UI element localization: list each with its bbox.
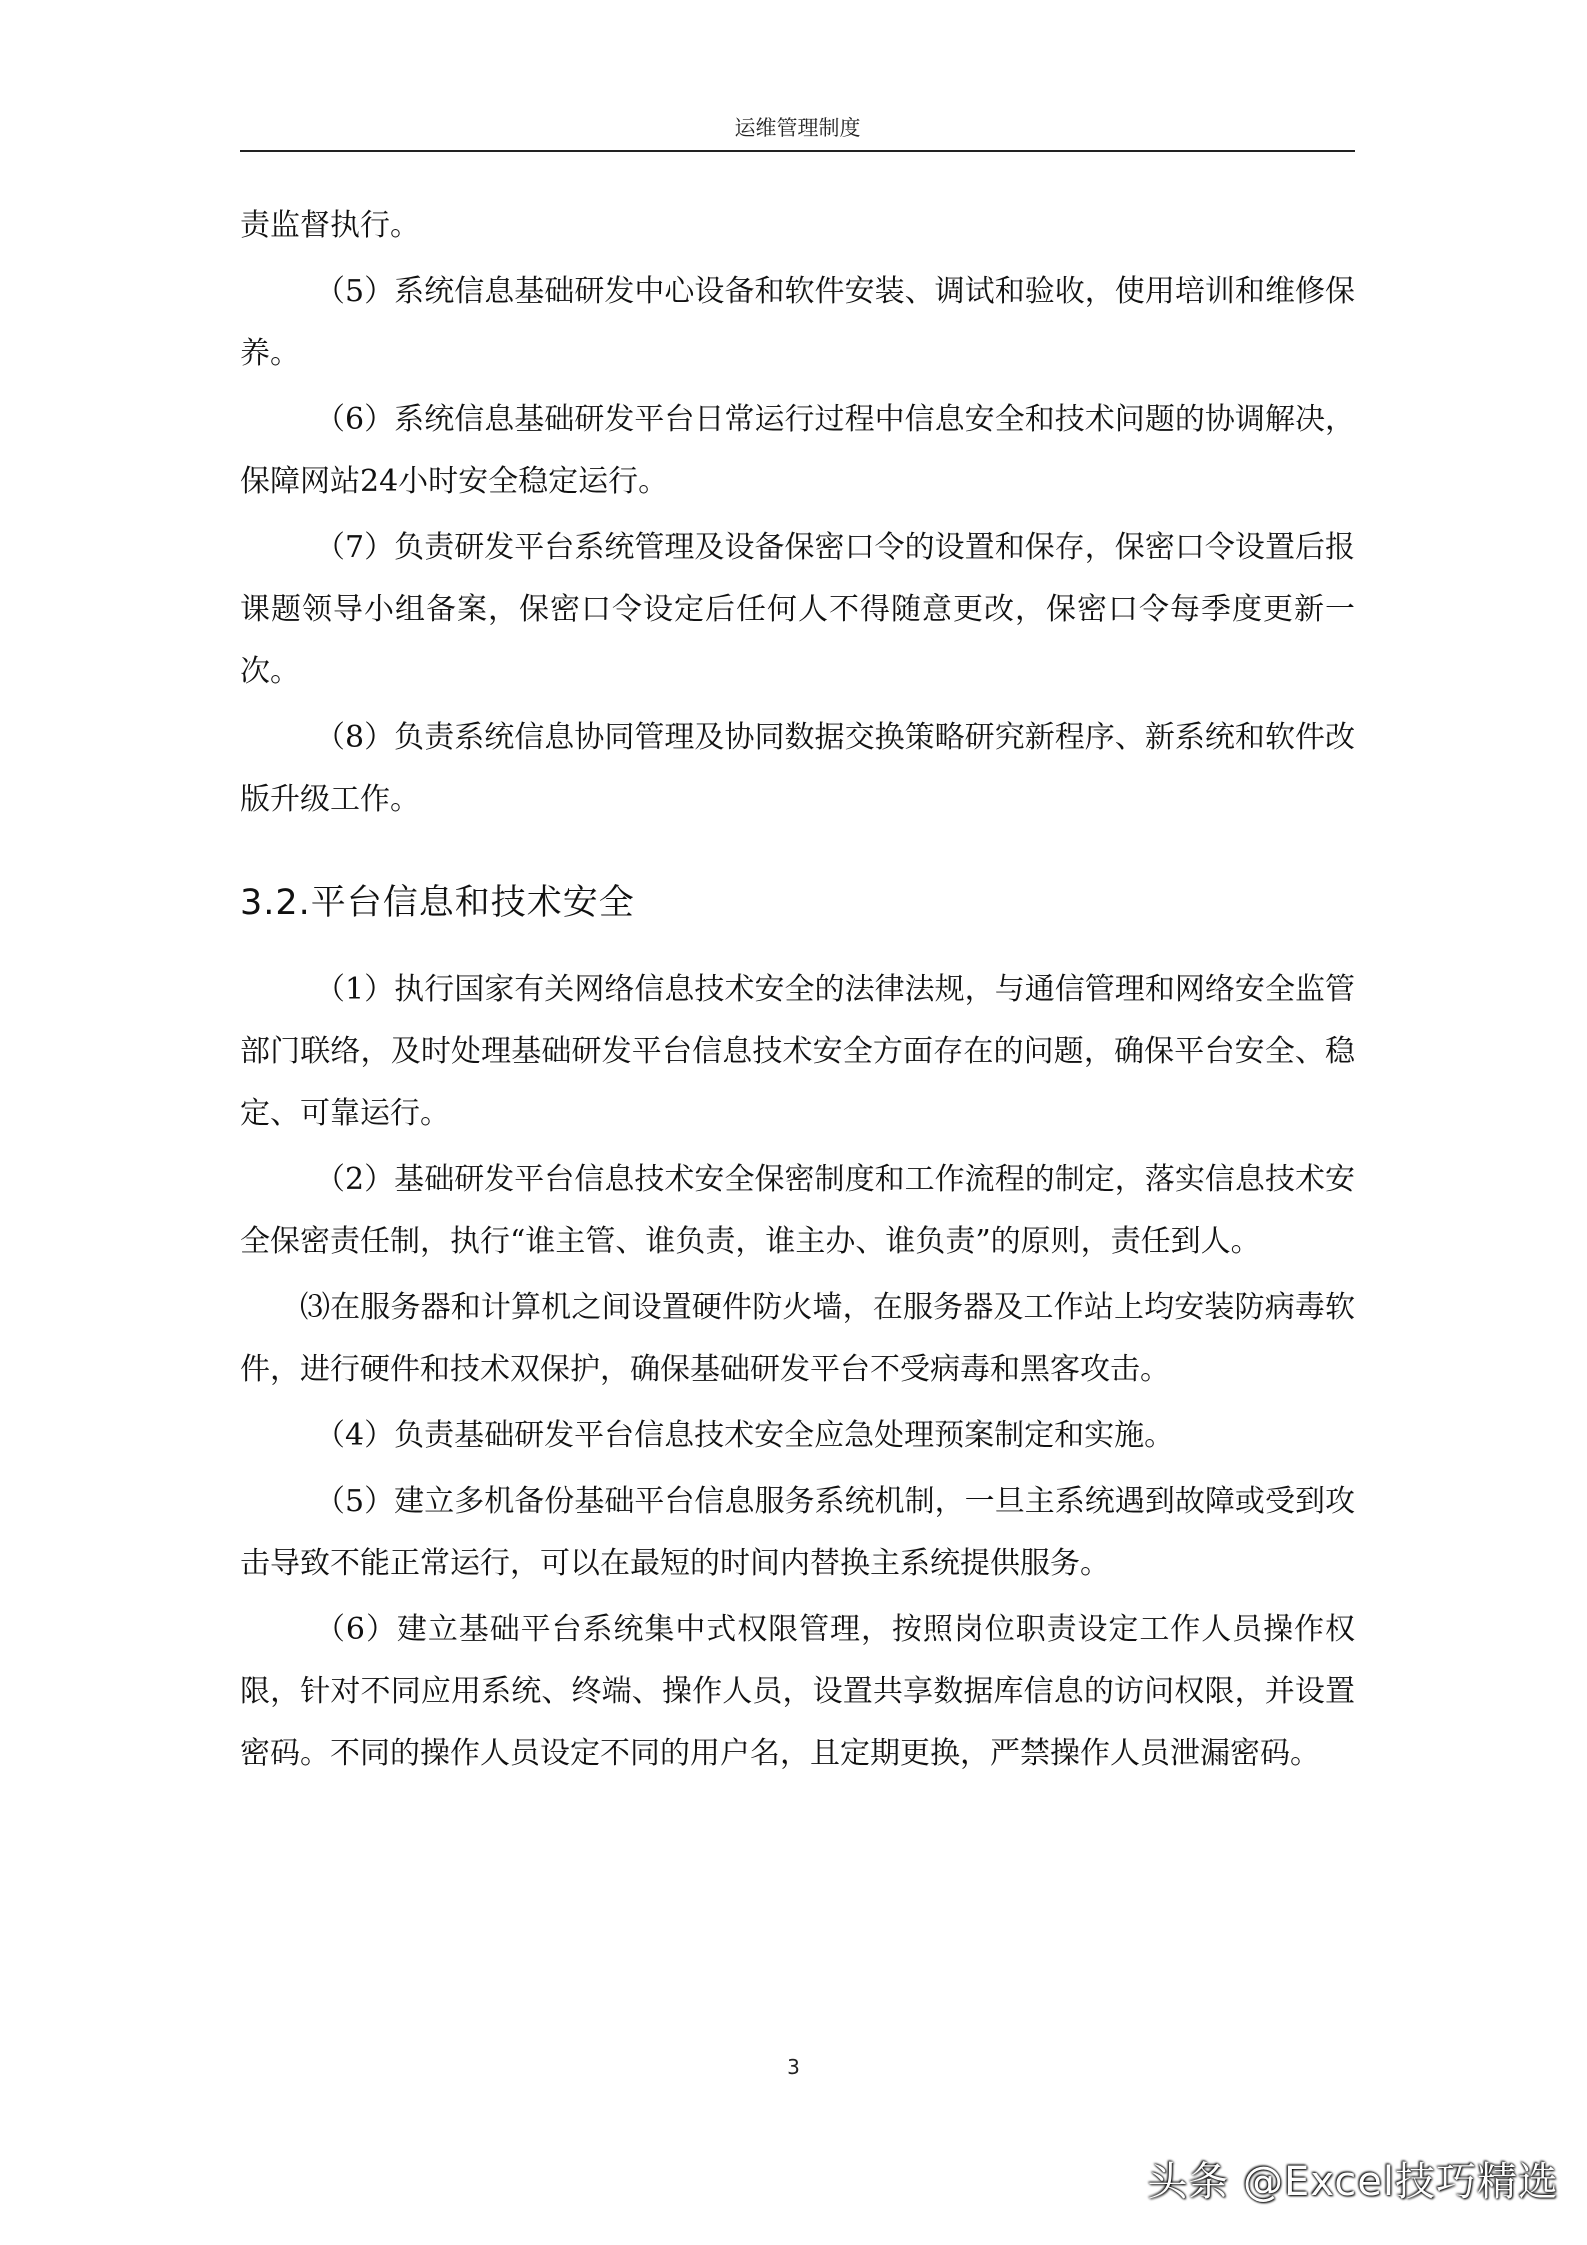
page-header	[240, 112, 1355, 152]
header-title: 运维管理制度	[734, 116, 861, 140]
paragraph-item-5b: （5）建立多机备份基础平台信息服务系统机制，一旦主系统遇到故障或受到攻击导致不能正常运行，可以在最短的时间内替换主系统提供服务。	[240, 1484, 1355, 1581]
document-body	[240, 195, 1355, 1789]
watermark: 头条 @Excel技巧精选	[1147, 2159, 1559, 2205]
page-number: 3	[787, 2055, 800, 2079]
paragraph-item-2: （2）基础研发平台信息技术安全保密制度和工作流程的制定，落实信息技术安全保密责任制，执行“谁主管、谁负责，谁主办、谁负责”的原则，责任到人。	[240, 1162, 1355, 1259]
paragraph-item-7: （7）负责研发平台系统管理及设备保密口令的设置和保存，保密口令设置后报课题领导小组备案，保密口令设定后任何人不得随意更改，保密口令每季度更新一次。	[240, 530, 1355, 689]
paragraph-item-5: （5）系统信息基础研发中心设备和软件安装、调试和验收，使用培训和维修保养。	[240, 274, 1355, 371]
paragraph-item-4: （4）负责基础研发平台信息技术安全应急处理预案制定和实施。	[315, 1418, 1175, 1453]
paragraph-item-3: ⑶在服务器和计算机之间设置硬件防火墙，在服务器及工作站上均安装防病毒软件，进行硬件和技术双保护，确保基础研发平台不受病毒和黑客攻击。	[240, 1290, 1355, 1387]
paragraph-item-1: （1）执行国家有关网络信息技术安全的法律法规，与通信管理和网络安全监管部门联络，及时处理基础研发平台信息技术安全方面存在的问题，确保平台安全、稳定、可靠运行。	[240, 972, 1355, 1131]
paragraph-item-8: （8）负责系统信息协同管理及协同数据交换策略研究新程序、新系统和软件改版升级工作。	[240, 720, 1355, 817]
paragraph-continuation: 责监督执行。	[240, 208, 420, 243]
section-heading: 3.2.平台信息和技术安全	[240, 883, 635, 923]
paragraph-item-6: （6）系统信息基础研发平台日常运行过程中信息安全和技术问题的协调解决，保障网站24小时安全稳定运行。	[240, 402, 1355, 499]
paragraph-item-6b: （6）建立基础平台系统集中式权限管理，按照岗位职责设定工作人员操作权限，针对不同应用系统、终端、操作人员，设置共享数据库信息的访问权限，并设置密码。不同的操作人员设定不同的用户名，且定期更换，严禁操作人员泄漏密码。	[240, 1612, 1355, 1771]
